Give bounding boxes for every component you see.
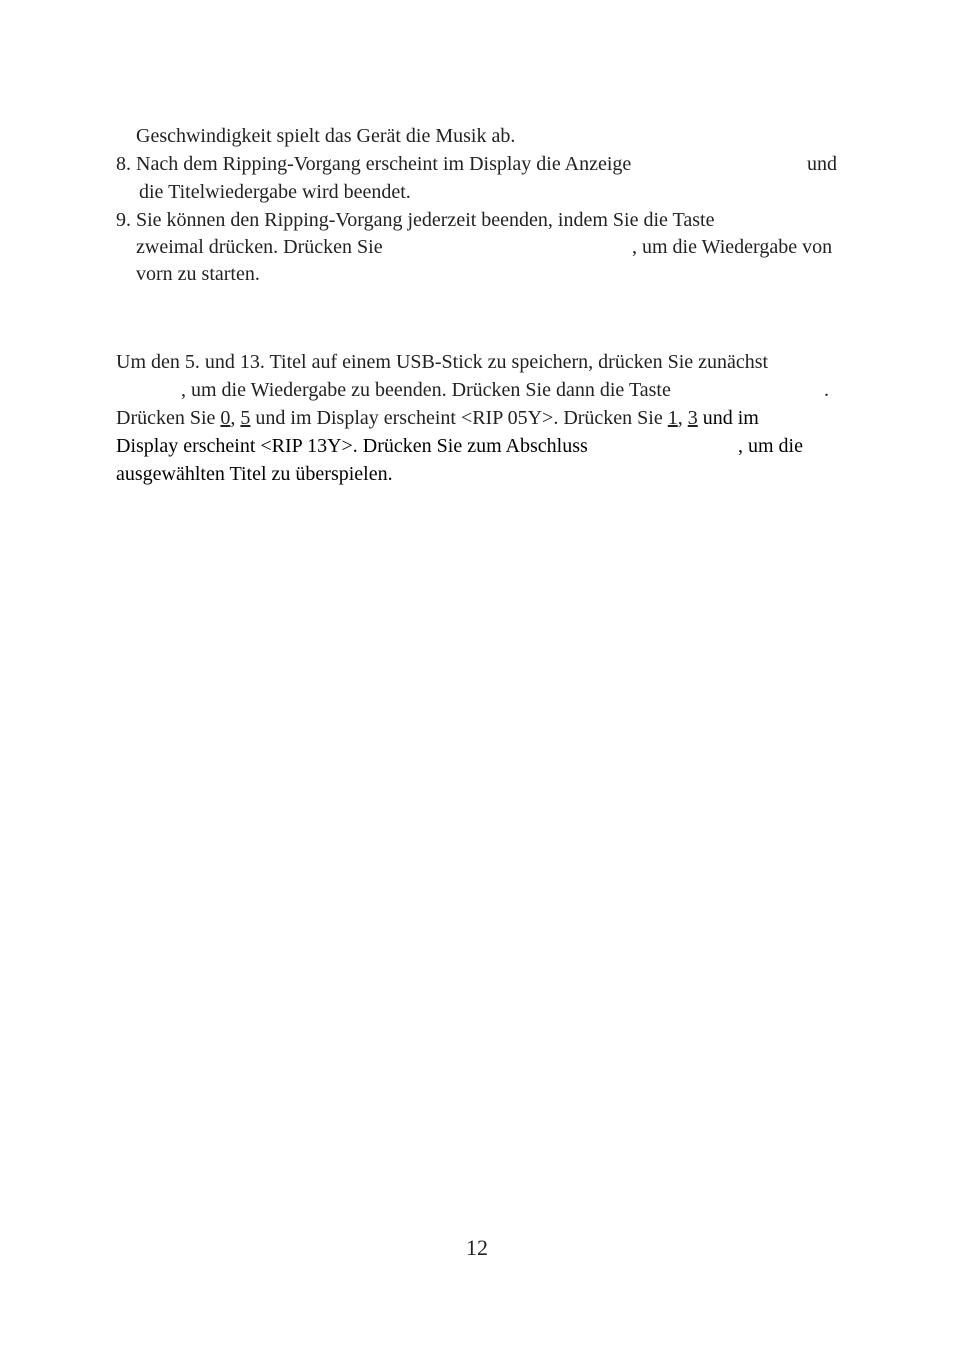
list-item-9-line3: vorn zu starten. — [136, 263, 260, 285]
list-item-number-8: 8. — [116, 153, 131, 175]
key-1: 1 — [667, 407, 678, 429]
key-0: 0 — [220, 407, 231, 429]
list-continuation: Geschwindigkeit spielt das Gerät die Musik ab. — [136, 125, 516, 147]
list-item-9-line1: Sie können den Ripping-Vorgang jederzeit beenden, indem Sie die Taste — [136, 209, 715, 231]
list-item-9-line2: zweimal drücken. Drücken Sie — [136, 236, 383, 258]
list-item-8-line2: die Titelwiedergabe wird beendet. — [139, 181, 411, 203]
list-item-9-line2-end: , um die Wiedergabe von — [632, 236, 833, 258]
page-number: 12 — [466, 1235, 488, 1260]
example-line4: Display erscheint <RIP 13Y>. Drücken Sie zum Abschluss — [116, 435, 588, 457]
key-3: 3 — [687, 407, 698, 429]
example-line4-end: , um die — [738, 435, 803, 457]
example-line2-end: . — [824, 379, 829, 401]
example-line5: ausgewählten Titel zu überspielen. — [116, 463, 393, 485]
list-item-number-9: 9. — [116, 209, 131, 231]
key-5: 5 — [240, 407, 251, 429]
example-line2: , um die Wiedergabe zu beenden. Drücken Sie dann die Taste — [181, 379, 671, 401]
list-item-8-line1: Nach dem Ripping-Vorgang erscheint im Display die Anzeige — [136, 153, 632, 175]
example-line3: Drücken Sie 0, 5 und im Display erscheint <RIP 05Y>. Drücken Sie 1, 3 und im — [116, 407, 759, 429]
example-line1: Um den 5. und 13. Titel auf einem USB-Stick zu speichern, drücken Sie zunächst — [116, 351, 769, 373]
list-item-8-line1-end: und — [807, 153, 837, 175]
